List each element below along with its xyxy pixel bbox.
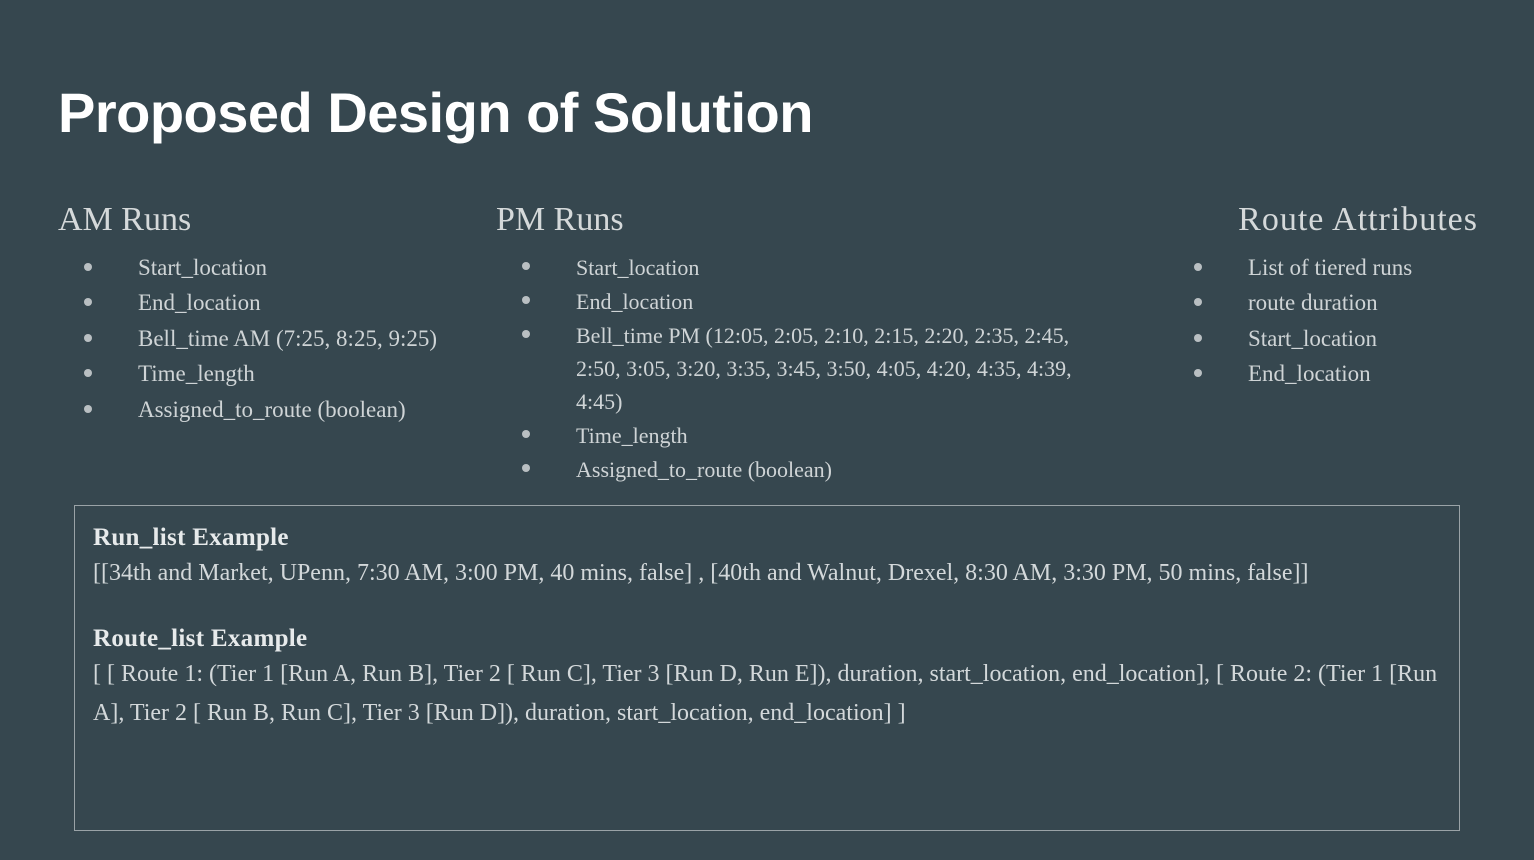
bullet-icon (522, 262, 530, 270)
list-item (1168, 357, 1478, 392)
list-item-label: route duration (1248, 290, 1378, 316)
list-item-label: Assigned_to_route (boolean) (576, 456, 832, 482)
bullet-icon (522, 330, 530, 338)
am-runs-list (58, 251, 488, 428)
bullet-icon (1194, 369, 1202, 377)
list-item-label: Time_length (576, 422, 688, 448)
list-item (496, 419, 1116, 452)
list-item-label: Bell_time PM (12:05, 2:05, 2:10, 2:15, 2:20, 2:35, 2:45, 2:50, 3:05, 3:20, 3:35, 3:45, 3:50, 4:05, 4:20, 4:35, 4:39, 4:45) (576, 322, 1072, 414)
list-item (58, 393, 488, 428)
list-item (58, 251, 488, 286)
route-list-example-heading: Route_list Example (93, 624, 308, 652)
route-list-example-text: [ [ Route 1: (Tier 1 [Run A, Run B], Tier 2 [ Run C], Tier 3 [Run D, Run E]), duration, start_location, end_location], [ Route 2: (Tier 1 [Run A], Tier 2 [ Run B, Run C], Tier 3 [Run D]), duration, start_location, end_location] ] (93, 660, 1438, 726)
list-item-label: Start_location (138, 254, 268, 280)
list-item (1168, 286, 1478, 321)
column-route-attributes (1168, 200, 1478, 393)
list-item (496, 285, 1116, 318)
list-item-label: End_location (138, 290, 261, 316)
bullet-icon (522, 464, 530, 472)
list-item (58, 322, 488, 357)
list-item (496, 453, 1116, 486)
list-item (58, 286, 488, 321)
column-heading-pm-runs: PM Runs (496, 201, 624, 238)
spacer (93, 593, 1439, 625)
column-heading-am-runs: AM Runs (58, 201, 192, 238)
bullet-icon (84, 334, 92, 342)
bullet-icon (84, 298, 92, 306)
run-list-example-heading: Run_list Example (93, 524, 289, 551)
list-item (58, 357, 488, 392)
bullet-icon (84, 369, 92, 377)
column-heading-route-attributes: Route Attributes (1238, 201, 1478, 238)
list-item-label: Start_location (576, 254, 700, 280)
list-item-label: Bell_time AM (7:25, 8:25, 9:25) (138, 325, 437, 351)
bullet-icon (1194, 334, 1202, 342)
examples-box (74, 505, 1460, 831)
list-item-label: End_location (576, 288, 694, 314)
list-item (496, 251, 1116, 284)
list-item (1168, 322, 1478, 357)
column-pm-runs (496, 200, 1116, 487)
page-title: Proposed Design of Solution (58, 81, 813, 144)
list-item-label: Start_location (1248, 325, 1378, 351)
bullet-icon (1194, 263, 1202, 271)
column-am-runs (58, 200, 488, 428)
bullet-icon (522, 430, 530, 438)
bullet-icon (84, 405, 92, 413)
list-item (1168, 251, 1478, 286)
run-list-example-text: [[34th and Market, UPenn, 7:30 AM, 3:00 PM, 40 mins, false] , [40th and Walnut, Drexel, 8:30 AM, 3:30 PM, 50 mins, false]] (93, 560, 1309, 586)
route-attributes-list (1168, 251, 1478, 392)
list-item-label: Time_length (138, 361, 255, 387)
bullet-icon (522, 296, 530, 304)
list-item-label: List of tiered runs (1248, 254, 1413, 280)
bullet-icon (1194, 298, 1202, 306)
pm-runs-list (496, 251, 1116, 486)
list-item (496, 319, 1116, 418)
bullet-icon (84, 263, 92, 271)
list-item-label: End_location (1248, 361, 1371, 387)
list-item-label: Assigned_to_route (boolean) (138, 396, 406, 422)
